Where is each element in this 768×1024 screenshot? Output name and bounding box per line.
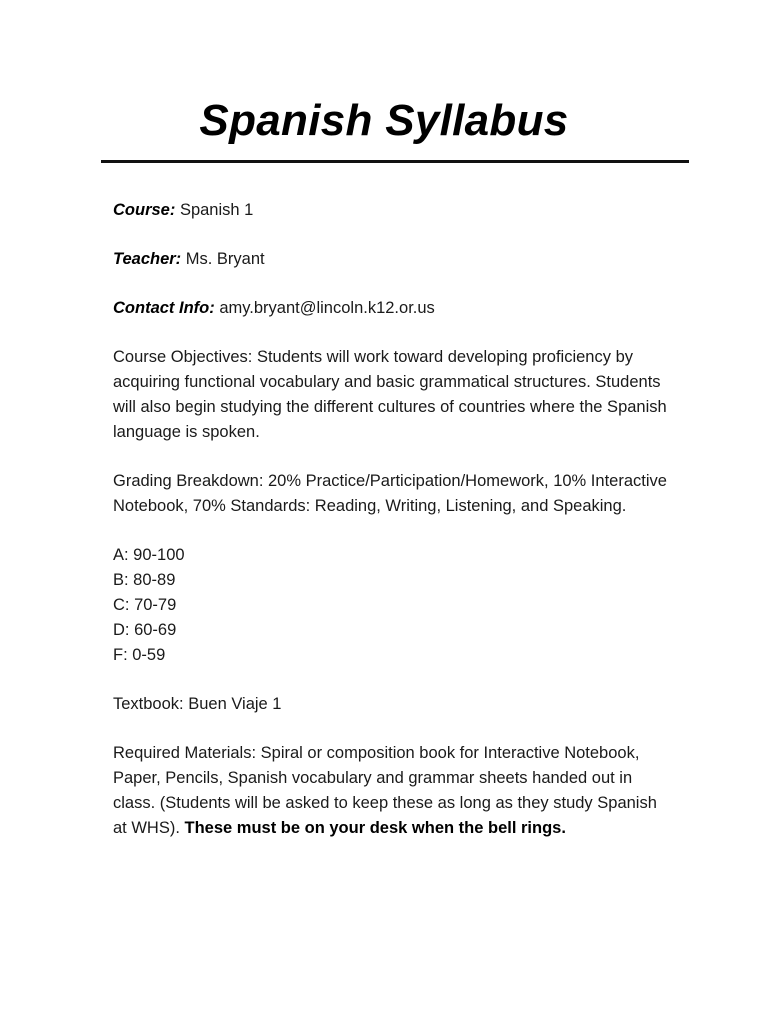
grade-scale: [113, 543, 673, 668]
grade-c: C: 70-79: [113, 596, 177, 614]
grade-b: B: 80-89: [113, 571, 176, 589]
grade-f: F: 0-59: [113, 646, 166, 664]
course-label: Course:: [113, 201, 176, 219]
textbook-line: Textbook: Buen Viaje 1: [113, 695, 282, 713]
teacher-line: [113, 247, 673, 272]
syllabus-body: [113, 198, 673, 865]
contact-line: [113, 296, 673, 321]
materials-paragraph: [113, 741, 673, 841]
grade-a: A: 90-100: [113, 546, 185, 564]
materials-text: Required Materials: Spiral or composition book for Interactive Notebook, Paper, Pencils, Spanish vocabulary and grammar sheets handed out in class. (Students will be asked to keep these as long as they study Spanish at WHS).: [113, 744, 657, 837]
course-line: [113, 198, 673, 223]
teacher-label: Teacher:: [113, 250, 182, 268]
contact-label: Contact Info:: [113, 299, 215, 317]
title-divider: [101, 160, 689, 163]
contact-email: amy.bryant@lincoln.k12.or.us: [219, 299, 435, 317]
materials-emphasis: These must be on your desk when the bell rings.: [184, 819, 566, 837]
page-title: Spanish Syllabus: [199, 96, 569, 145]
grading-paragraph: Grading Breakdown: 20% Practice/Participation/Homework, 10% Interactive Notebook, 70% Standards: Reading, Writing, Listening, and Speaking.: [113, 472, 667, 515]
teacher-value: Ms. Bryant: [185, 250, 265, 268]
course-value: Spanish 1: [179, 201, 254, 219]
objectives-paragraph: Course Objectives: Students will work toward developing proficiency by acquiring functional vocabulary and basic grammatical structures. Students will also begin studying the different cultures of countries where the Spanish language is spoken.: [113, 348, 667, 441]
grade-d: D: 60-69: [113, 621, 177, 639]
